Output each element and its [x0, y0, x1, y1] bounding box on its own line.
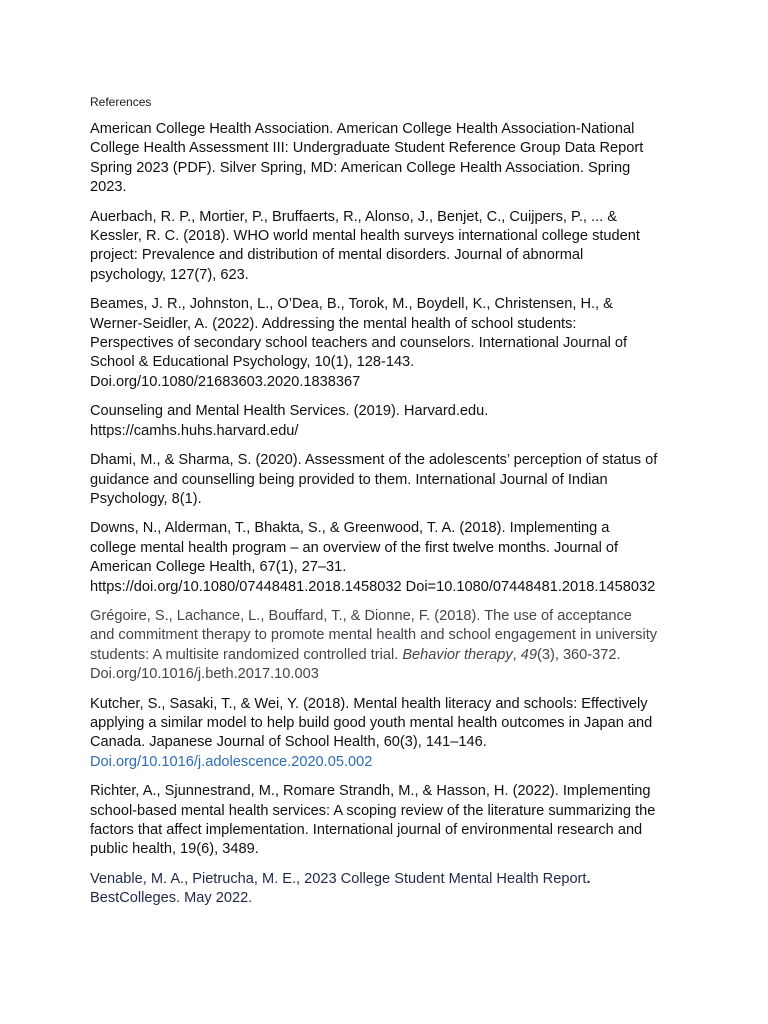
doi-text: Doi.org/10.1016/j.beth.2017.10.003	[90, 666, 319, 683]
reference-item: Dhami, M., & Sharma, S. (2020). Assessment of the adolescents’ perception of status of guidance and counselling being provided to them. International Journal of Indian Psychology, 8(1).	[90, 452, 658, 507]
reference-item: American College Health Association. American College Health Association-National College Health Assessment III: Undergraduate Student Reference Group Data Report Spring 2023 (PDF). Silver Spring, MD: American College Health Association. Spring 2023.	[90, 121, 644, 196]
reference-item: Counseling and Mental Health Services. (2019). Harvard.edu. https://camhs.huhs.harvard.edu/	[90, 402, 680, 441]
reference-item: Downs, N., Alderman, T., Bhakta, S., & Greenwood, T. A. (2018). Implementing a college mental health program – an overview of the first twelve months. Journal of American College Health, 67(1), 27–31. https://doi.org/10.1080/07448481.2018.1458032 Doi=10.1080/07448481.2018.1458032	[90, 519, 680, 597]
references-heading: References	[90, 95, 152, 109]
doi-link[interactable]: Doi.org/10.1016/j.adolescence.2020.05.002	[90, 753, 373, 770]
url-text: https://camhs.huhs.harvard.edu/	[90, 422, 299, 439]
reference-item: Richter, A., Sjunnestrand, M., Romare Strandh, M., & Hasson, H. (2022). Implementing school-based mental health services: A scoping review of the literature summarizing the factors that affect implementation. International journal of environmental research and public health, 19(6), 3489.	[90, 783, 656, 858]
volume-number: 49	[520, 646, 537, 663]
reference-item: Kutcher, S., Sasaki, T., & Wei, Y. (2018). Mental health literacy and schools: Effectively applying a similar model to help build good youth mental health outcomes in Japan and Canada. Japanese Journal of School Health, 60(3), 141–146. Doi.org/10.1016/j.adolescence.2020.05.002	[90, 695, 680, 773]
reference-item: Beames, J. R., Johnston, L., O’Dea, B., Torok, M., Boydell, K., Christensen, H., & Werner-Seidler, A. (2022). Addressing the mental health of school students: Perspectives of secondary school teachers and counselors. International Journal of School & Educational Psychology, 10(1), 128-143. Doi.org/10.1080/21683603.2020.1838367	[90, 295, 680, 392]
doi-text: Doi.org/10.1080/21683603.2020.1838367	[90, 373, 361, 390]
reference-item: Grégoire, S., Lachance, L., Bouffard, T., & Dionne, F. (2018). The use of acceptance and commitment therapy to promote mental health and school engagement in university students: A multisite randomized controlled trial. Behavior therapy, 49(3), 360-372. Doi.org/10.1016/j.beth.2017.10.003	[90, 607, 680, 685]
reference-item: Venable, M. A., Pietrucha, M. E., 2023 College Student Mental Health Report. BestColleges. May 2022.	[90, 870, 591, 907]
reference-item: Auerbach, R. P., Mortier, P., Bruffaerts, R., Alonso, J., Benjet, C., Cuijpers, P., ... & Kessler, R. C. (2018). WHO world mental health surveys international college student project: Prevalence and distribution of mental disorders. Journal of abnormal psychology, 127(7), 623.	[90, 208, 640, 283]
doi-text: https://doi.org/10.1080/07448481.2018.1458032 Doi=10.1080/07448481.2018.1458032	[90, 578, 656, 595]
journal-title: Behavior therapy	[402, 646, 513, 663]
